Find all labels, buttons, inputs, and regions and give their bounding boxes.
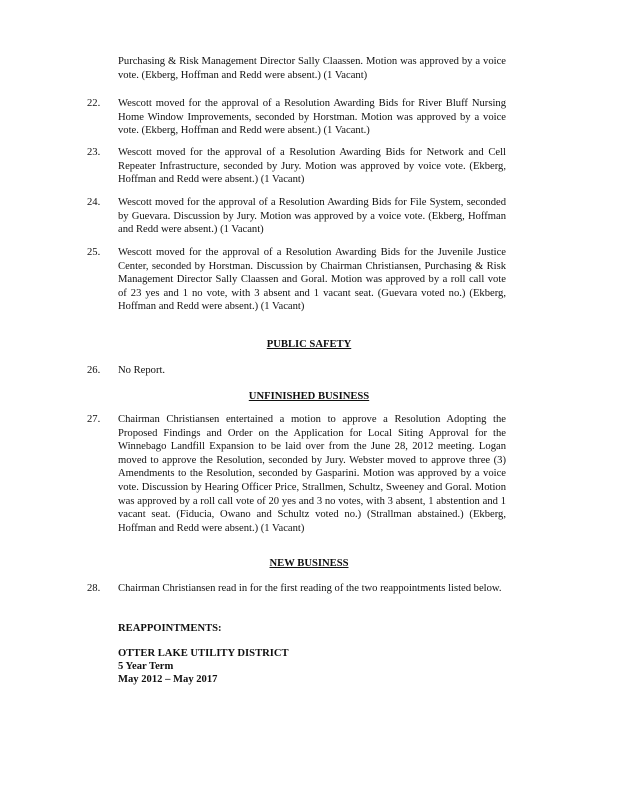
item-text: Wescott moved for the approval of a Resolution Awarding Bids for River Bluff Nursing Home Window Improvements, seconded by Horstman. Motion was approved by a voice vote. (Ekberg, Hoffman and Redd were absent.) (1 Vacant.): [118, 98, 506, 137]
section-heading-public-safety: PUBLIC SAFETY: [266, 339, 352, 350]
section-heading-new-business: NEW BUSINESS: [269, 558, 349, 569]
district-name: OTTER LAKE UTILITY DISTRICT: [118, 648, 289, 659]
item-text: Wescott moved for the approval of a Resolution Awarding Bids for Network and Cell Repeater Infrastructure, seconded by Jury. Motion was approved by voice vote. (Ekberg, Hoffman and Redd were absent.) (1 Vacant): [118, 147, 506, 186]
term-length: 5 Year Term: [118, 661, 174, 672]
item-number: 24.: [87, 197, 101, 208]
item-text: No Report.: [118, 365, 166, 376]
item-number: 22.: [87, 98, 101, 109]
item-number: 26.: [87, 365, 101, 376]
item-text: Wescott moved for the approval of a Resolution Awarding Bids for the Juvenile Justice Center, seconded by Horstman. Discussion by Chairman Christiansen, Purchasing & Risk Management Director Sally Claassen and Goral. Motion was approved by a roll call vote of 23 yes and 1 no vote, with 3 absent and 1 vacant seat. (Guevara voted no.) (Ekberg, Hoffman and Redd were absent.) (1 Vacant): [118, 247, 506, 313]
item-number: 25.: [87, 247, 101, 258]
continued-paragraph: Purchasing & Risk Management Director Sally Claassen. Motion was approved by a voice vote. (Ekberg, Hoffman and Redd were absent.) (1 Vacant): [118, 56, 506, 81]
item-text: Chairman Christiansen entertained a motion to approve a Resolution Adopting the Proposed Findings and Order on the Application for Local Siting Approval for the Winnebago Landfill Expansion to be laid over from the June 28, 2012 meeting. Logan moved to approve the Resolution, seconded by Jury. Webster moved to approve three (3) Amendments to the Resolution, seconded by Gasparini. Motion was approved by a voice vote. Discussion by Hearing Officer Price, Strallmen, Schultz, Sweeney and Goral. Motion was approved by a roll call vote of 20 yes and 3 no votes, with 3 absent, 1 abstention and 1 vacant seat. (Fiducia, Owano and Schultz voted no.) (Strallman abstained.) (Ekberg, Hoffman and Redd were absent.) (1 Vacant): [118, 414, 506, 534]
item-number: 23.: [87, 147, 101, 158]
reappointments-label: REAPPOINTMENTS:: [118, 623, 222, 634]
section-heading-unfinished-business: UNFINISHED BUSINESS: [248, 391, 370, 402]
term-dates: May 2012 – May 2017: [118, 674, 218, 685]
item-number: 27.: [87, 414, 101, 425]
item-number: 28.: [87, 583, 101, 594]
item-text: Chairman Christiansen read in for the first reading of the two reappointments listed below.: [118, 583, 502, 594]
item-text: Wescott moved for the approval of a Resolution Awarding Bids for File System, seconded by Guevara. Discussion by Jury. Motion was approved by a voice vote. (Ekberg, Hoffman and Redd were absent.) (1 Vacant): [118, 197, 506, 236]
